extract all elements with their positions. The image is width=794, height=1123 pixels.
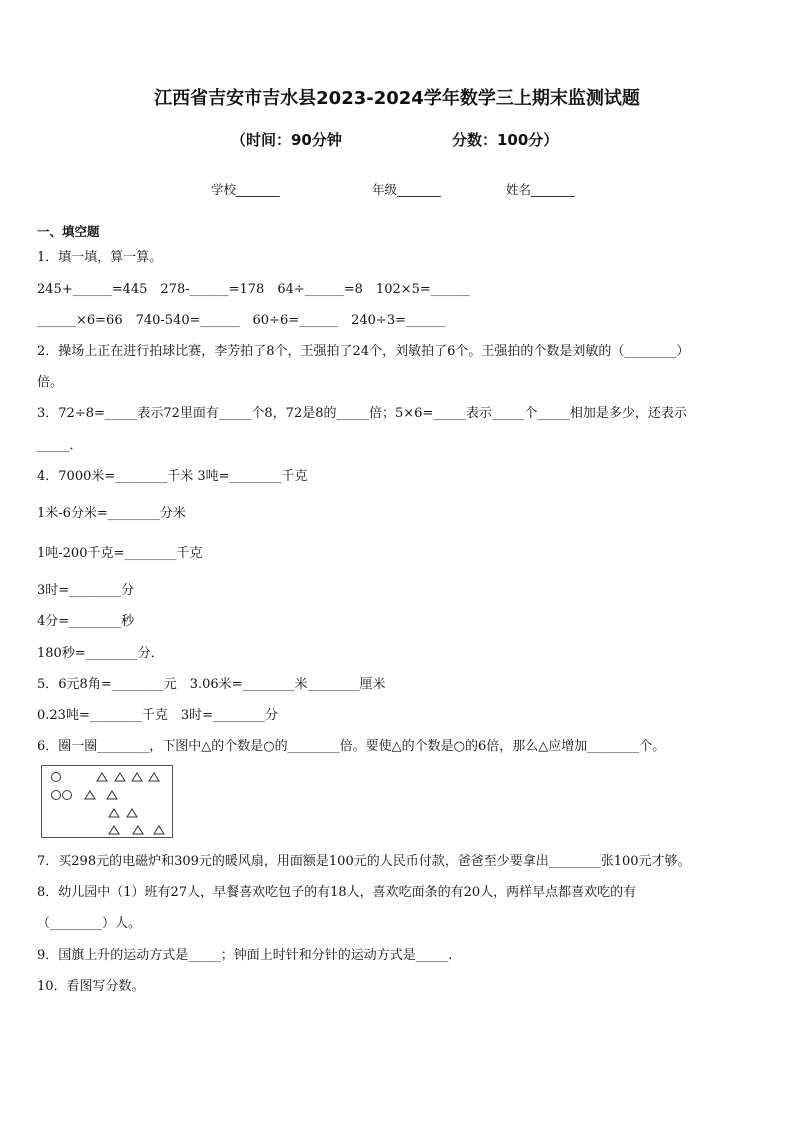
question-4-d: 3时=________分 [37, 583, 135, 598]
question-6: 6．圈一圈________，下图中△的个数是○的________倍。要使△的个数是○的6倍，那么△应增加________个。 [37, 739, 666, 754]
question-5-b: 0.23吨=________千克 3时=________分 [37, 708, 279, 723]
triangle-shape [154, 826, 164, 834]
triangle-shape [115, 773, 125, 781]
triangle-shape [133, 826, 143, 834]
question-9: 9．国旗上升的运动方式是_____；钟面上时针和分针的运动方式是_____. [37, 948, 453, 963]
triangle-shape [85, 791, 95, 799]
question-7: 7．买298元的电磁炉和309元的暖风扇，用面额是100元的人民币付款，爸爸至少要拿出________张100元才够。 [37, 854, 691, 869]
shapes-figure [41, 765, 173, 838]
question-4: 4．7000米=________千米 3吨=________千克 [37, 469, 308, 484]
triangle-shape [127, 809, 137, 817]
question-4-b: 1米-6分米=________分米 [37, 506, 186, 521]
triangle-shape [132, 773, 142, 781]
question-4-c: 1吨-200千克=________千克 [37, 546, 203, 561]
school-field: 学校_______ [211, 182, 280, 197]
triangle-shape [107, 791, 117, 799]
exam-title: 江西省吉安市吉水县2023-2024学年数学三上期末监测试题 [154, 88, 640, 109]
triangle-shape [149, 809, 159, 817]
grade-field: 年级_______ [372, 182, 441, 197]
shapes-svg [42, 766, 174, 839]
question-4-e: 4分=________秒 [37, 614, 135, 629]
circle-shape [52, 773, 61, 782]
section-heading: 一、填空题 [37, 224, 100, 239]
exam-time: （时间：90分钟 [231, 131, 342, 149]
triangle-shape [97, 773, 107, 781]
triangle-shape [109, 826, 119, 834]
question-3: 3．72÷8=_____表示72里面有_____个8，72是8的_____倍；5×6=_____表示_____个_____相加是多少，还表示 [37, 406, 687, 421]
question-1-row-2: ______×6=66 740-540=______ 60÷6=______ 240÷3=______ [37, 313, 445, 328]
question-1: 1．填一填，算一算。 [37, 250, 163, 265]
circle-shape [52, 791, 61, 800]
question-8: 8．幼儿园中（1）班有27人，早餐喜欢吃包子的有18人，喜欢吃面条的有20人，两样早点都喜欢吃的有 [37, 885, 637, 900]
question-2-cont: 倍。 [37, 375, 64, 390]
exam-score: 分数：100分） [452, 131, 559, 149]
name-field: 姓名_______ [506, 182, 575, 197]
question-5: 5．6元8角=________元 3.06米=________米________厘米 [37, 677, 386, 692]
triangle-shape [109, 809, 119, 817]
question-2: 2．操场上正在进行拍球比赛，李芳拍了8个，王强拍了24个，刘敏拍了6个。王强拍的个数是刘敏的（________） [37, 344, 690, 359]
question-8-cont: （________）人。 [37, 916, 142, 931]
question-3-cont: _____． [37, 438, 83, 453]
question-4-f: 180秒=________分． [37, 646, 164, 661]
circle-shape [63, 791, 72, 800]
question-1-row-1: 245+______=445 278-______=178 64÷______=8 102×5=______ [37, 282, 470, 297]
triangle-shape [149, 773, 159, 781]
question-10: 10．看图写分数。 [37, 979, 145, 994]
